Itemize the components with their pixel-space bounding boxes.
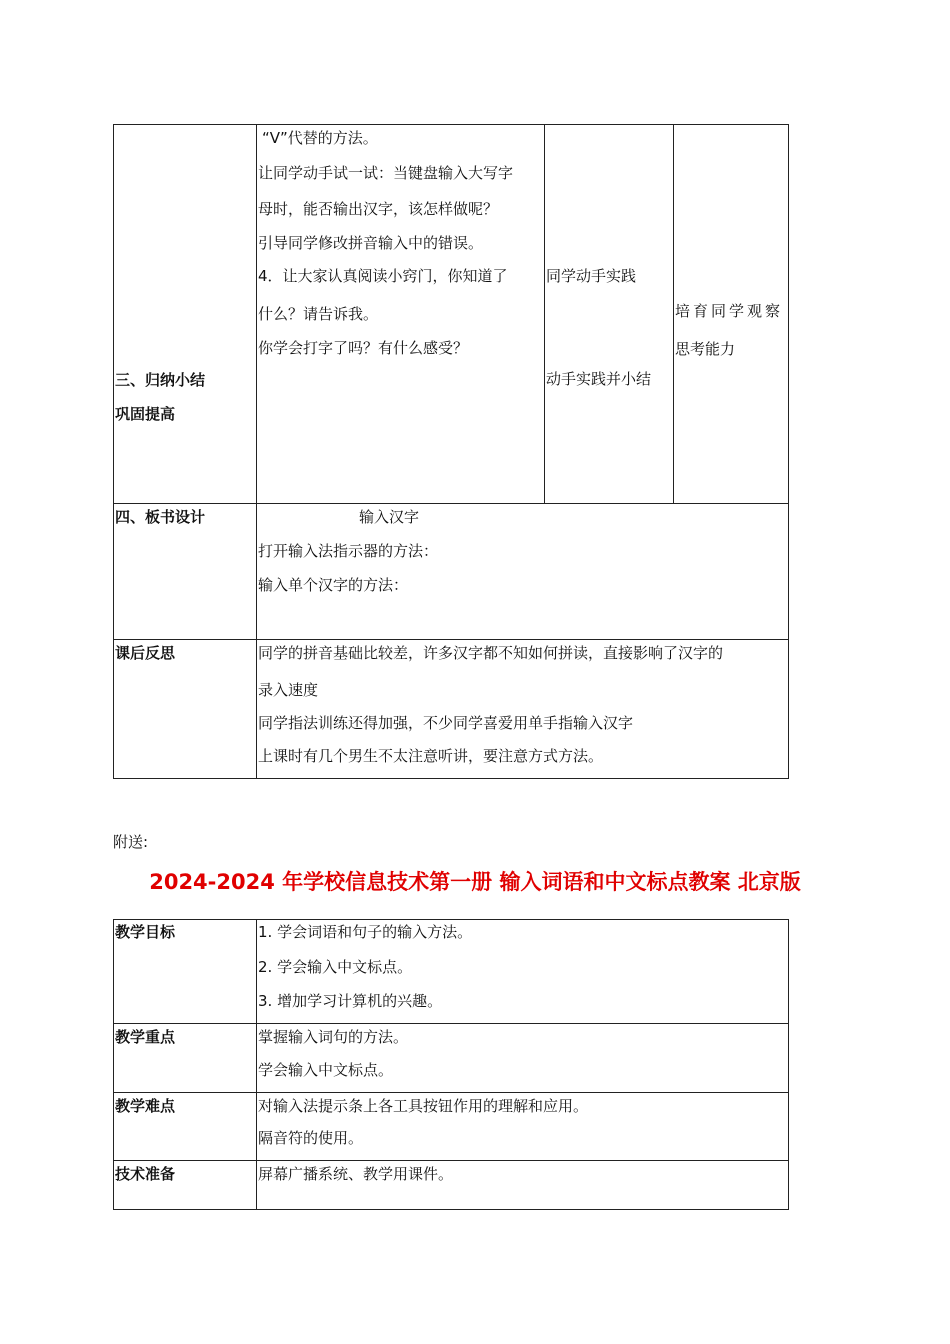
content-line: 2. 学会输入中文标点。 (258, 958, 413, 976)
content-line: 屏幕广播系统、教学用课件。 (258, 1165, 454, 1183)
content-line: 学会输入中文标点。 (258, 1061, 394, 1079)
row-label-objectives: 教学目标 (115, 923, 176, 941)
row-divider (113, 1092, 789, 1093)
row-divider (113, 639, 789, 640)
content-line: 同学的拼音基础比较差，许多汉字都不知如何拼读，直接影响了汉字的 (258, 644, 724, 662)
content-line: 4．让大家认真阅读小窍门，你知道了 (258, 267, 508, 285)
content-line: 同学指法训练还得加强，不少同学喜爱用单手指输入汉字 (258, 714, 634, 732)
column-divider (544, 124, 545, 504)
content-line: 你学会打字了吗？有什么感受？ (258, 339, 469, 357)
student-activity: 动手实践并小结 (546, 370, 652, 388)
content-line: 1. 学会词语和句子的输入方法。 (258, 923, 473, 941)
content-line: 掌握输入词句的方法。 (258, 1028, 409, 1046)
teaching-goal: 思考能力 (675, 340, 736, 358)
board-title: 输入汉字 (359, 508, 420, 526)
row-label-key-points: 教学重点 (115, 1028, 176, 1046)
document-title: 2024-2024 年学校信息技术第一册 输入词语和中文标点教案 北京版 (149, 870, 801, 894)
column-divider (673, 124, 674, 504)
row-label-board-design: 四、板书设计 (115, 508, 206, 526)
content-line: 母时，能否输出汉字，该怎样做呢？ (258, 200, 499, 218)
content-line: “V”代替的方法。 (262, 129, 378, 147)
row-label-tech-prep: 技术准备 (115, 1165, 176, 1183)
lesson-plan-table (113, 124, 789, 779)
content-line: 打开输入法指示器的方法： (258, 542, 439, 560)
content-line: 什么？请告诉我。 (258, 305, 379, 323)
row-divider (113, 1023, 789, 1024)
row-label-difficulties: 教学难点 (115, 1097, 176, 1115)
row-label-summary: 三、归纳小结 (115, 371, 206, 389)
column-divider (256, 124, 257, 779)
content-line: 让同学动手试一试：当键盘输入大写字 (258, 164, 514, 182)
row-label-summary-2: 巩固提高 (115, 405, 176, 423)
row-label-reflection: 课后反思 (115, 644, 176, 662)
column-divider (256, 919, 257, 1210)
content-line: 引导同学修改拼音输入中的错误。 (258, 234, 484, 252)
content-line: 输入单个汉字的方法： (258, 576, 409, 594)
row-divider (113, 1160, 789, 1161)
content-line: 隔音符的使用。 (258, 1129, 364, 1147)
attachment-label: 附送: (113, 833, 149, 851)
content-line: 对输入法提示条上各工具按钮作用的理解和应用。 (258, 1097, 589, 1115)
content-line: 录入速度 (258, 681, 319, 699)
student-activity: 同学动手实践 (546, 267, 637, 285)
teaching-goal: 培育同学观察 (675, 302, 784, 320)
content-line: 3. 增加学习计算机的兴趣。 (258, 992, 443, 1010)
row-divider (113, 503, 789, 504)
content-line: 上课时有几个男生不太注意听讲，要注意方式方法。 (258, 747, 604, 765)
